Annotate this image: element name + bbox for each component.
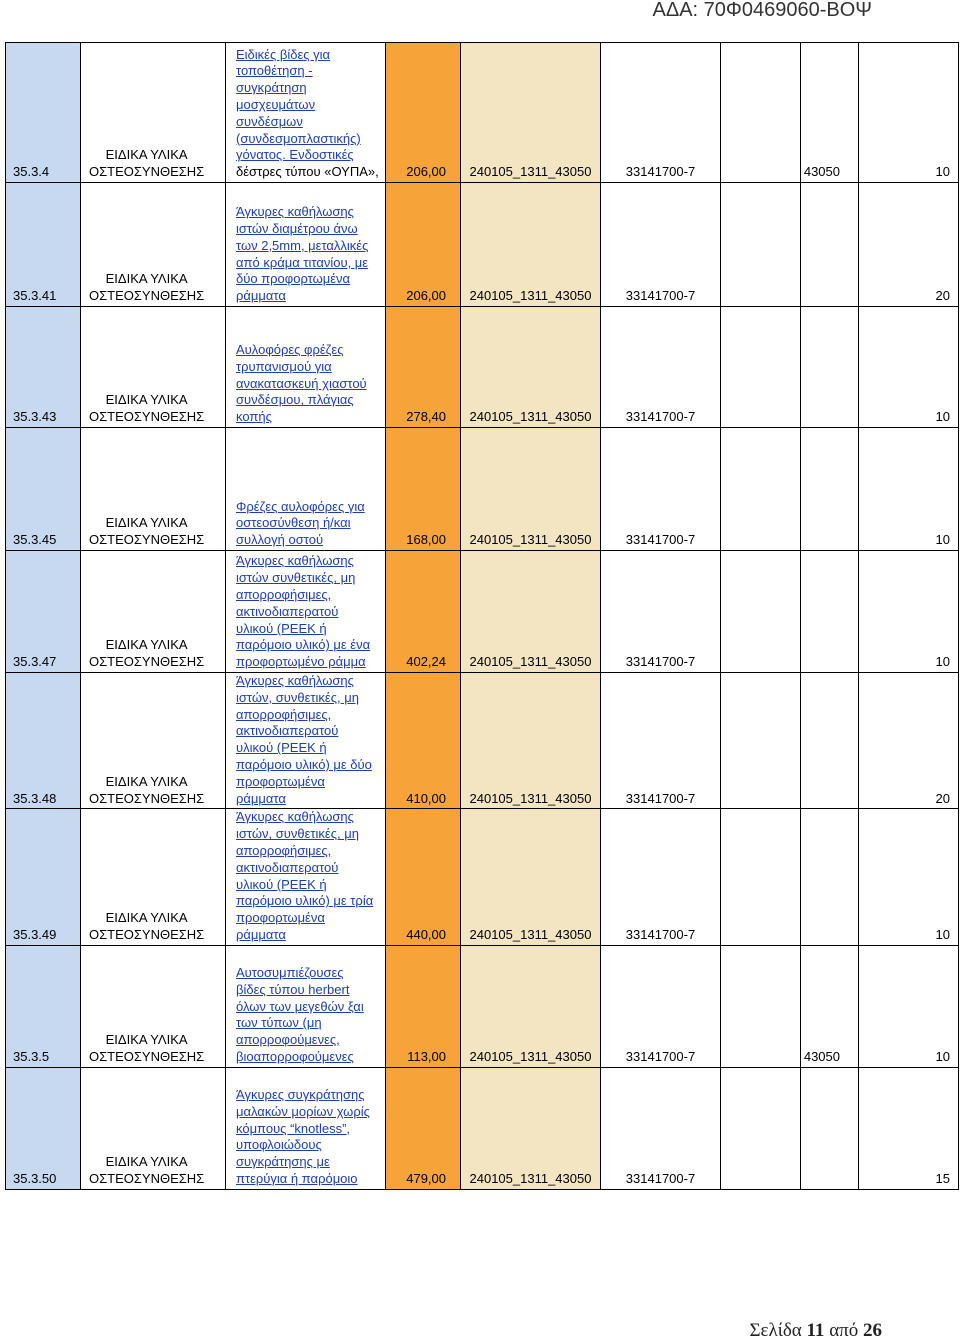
description-line: υλικού (PEEK ή (236, 740, 327, 756)
quantity-cell (859, 183, 959, 307)
description-line: μαλακών μορίων χωρίς (236, 1103, 370, 1119)
quantity-cell (859, 428, 959, 551)
budget-code-cell (461, 945, 601, 1067)
category-label (89, 774, 204, 808)
budget-code-cell (461, 673, 601, 809)
quantity: 15 (935, 1170, 950, 1186)
budget-code: 240105_1311_43050 (469, 409, 592, 425)
category-cell (81, 183, 226, 307)
budget-code: 240105_1311_43050 (469, 1170, 592, 1186)
unit-price: 113,00 (407, 1048, 446, 1064)
unit-price-cell (386, 183, 461, 307)
category-line: ΕΙΔΙΚΑ ΥΛΙΚΑ (105, 1154, 188, 1170)
item-code-cell (6, 183, 81, 307)
empty-cell (721, 551, 801, 673)
unit-price: 440,00 (406, 926, 446, 942)
category-label (89, 910, 204, 944)
item-code-cell (6, 673, 81, 809)
category-label (89, 271, 204, 305)
description-line: Φρέζες αυλοφόρες για (236, 498, 365, 514)
description-line: τοποθέτηση - (236, 63, 313, 79)
description-line: Ειδικές βίδες για (236, 46, 331, 62)
description-line: Αυτοσυμπιέζουσες (236, 964, 344, 980)
unit-price-cell (386, 809, 461, 945)
quantity: 10 (935, 532, 950, 548)
quantity: 10 (935, 409, 950, 425)
description-line: ράμματα (236, 926, 286, 942)
budget-code-cell (461, 551, 601, 673)
category-line: ΟΣΤΕΟΣΥΝΘΕΣΗΣ (89, 654, 205, 670)
description-line: κοπής (236, 409, 272, 425)
description-line: Άγκυρες καθήλωσης (236, 553, 354, 569)
unit-price: 206,00 (406, 288, 446, 304)
table-row (6, 307, 959, 428)
footer-separator: από (829, 1320, 859, 1341)
page-footer (749, 1320, 882, 1342)
unit-price-cell (386, 428, 461, 551)
description-line: απορροφήσιμες, (236, 587, 332, 603)
category-label (89, 392, 204, 426)
unit-price: 278,40 (406, 409, 446, 425)
reference-cell (801, 183, 859, 307)
category-label (89, 147, 204, 181)
reference-cell (801, 428, 859, 551)
empty-cell (721, 945, 801, 1067)
category-cell (81, 673, 226, 809)
category-line: ΕΙΔΙΚΑ ΥΛΙΚΑ (105, 147, 188, 163)
budget-code-cell (461, 1067, 601, 1189)
category-line: ΕΙΔΙΚΑ ΥΛΙΚΑ (105, 392, 188, 408)
cpv-code-cell (601, 809, 721, 945)
budget-code-cell (461, 43, 601, 183)
reference-cell (801, 945, 859, 1067)
cpv-code-cell (601, 183, 721, 307)
description-link[interactable] (236, 47, 385, 165)
description-link[interactable] (236, 809, 385, 943)
item-code-cell (6, 945, 81, 1067)
item-code: 35.3.45 (13, 532, 57, 548)
unit-price: 402,24 (406, 654, 446, 670)
description-line: συλλογή οστού (236, 532, 324, 548)
description-line: ακτινοδιαπερατού (236, 603, 339, 619)
quantity-cell (859, 673, 959, 809)
footer-prefix: Σελίδα (749, 1320, 802, 1341)
category-label (89, 1032, 204, 1066)
empty-cell (721, 307, 801, 428)
table-row (6, 673, 959, 809)
category-label (89, 515, 204, 549)
category-label (89, 637, 204, 671)
category-line: ΕΙΔΙΚΑ ΥΛΙΚΑ (105, 637, 188, 653)
category-line: ΟΣΤΕΟΣΥΝΘΕΣΗΣ (89, 1048, 205, 1064)
reference-cell (801, 673, 859, 809)
description-line: Άγκυρες καθήλωσης (236, 673, 354, 688)
quantity: 10 (935, 1048, 950, 1064)
item-code: 35.3.41 (13, 288, 57, 304)
description-cell (226, 1067, 386, 1189)
unit-price-cell (386, 945, 461, 1067)
table-row (6, 43, 959, 183)
description-line: από κράμα τιτανίου, με (236, 254, 369, 270)
description-line: γόνατος. Ενδοστικές (236, 147, 354, 163)
cpv-code: 33141700-7 (625, 409, 696, 425)
description-line: των 2,5mm, μεταλλικές (236, 237, 369, 253)
item-code: 35.3.5 (13, 1048, 50, 1064)
description-line: ράμματα (236, 790, 286, 806)
reference-cell (801, 43, 859, 183)
item-code: 35.3.4 (13, 164, 50, 180)
item-code: 35.3.47 (13, 654, 57, 670)
description-line: των τύπων (μη (236, 1015, 322, 1031)
description-line: ιστών διαμέτρου άνω (236, 221, 358, 237)
item-code-cell (6, 1067, 81, 1189)
unit-price-cell (386, 307, 461, 428)
quantity: 10 (935, 926, 950, 942)
cpv-code-cell (601, 307, 721, 428)
description-line: (συνδεσμοπλαστικής) (236, 130, 361, 146)
reference-number: 43050 (803, 1048, 840, 1064)
unit-price: 206,00 (406, 164, 446, 180)
table-row (6, 809, 959, 945)
description-line: υποφλοιώδους (236, 1137, 322, 1153)
description-line: απορροφήσιμες, (236, 706, 332, 722)
reference-number: 43050 (803, 164, 840, 180)
item-code: 35.3.50 (13, 1170, 57, 1186)
reference-cell (801, 1067, 859, 1189)
description-line: βιοαπορροφούμενες (236, 1048, 354, 1064)
description-link[interactable] (236, 499, 385, 549)
description-line: όλων των μεγεθών ξαι (236, 998, 364, 1014)
description-line: ιστών συνθετικές, μη (236, 570, 356, 586)
cpv-code: 33141700-7 (625, 1170, 696, 1186)
description-cell (226, 945, 386, 1067)
description-line: βίδες τύπου herbert (236, 981, 350, 997)
category-line: ΟΣΤΕΟΣΥΝΘΕΣΗΣ (89, 926, 205, 942)
category-line: ΟΣΤΕΟΣΥΝΘΕΣΗΣ (89, 790, 205, 806)
category-line: ΟΣΤΕΟΣΥΝΘΕΣΗΣ (89, 1170, 205, 1186)
description-line: προφορτωμένα (236, 910, 325, 926)
description-line: ανακατασκευή χιαστού (236, 375, 367, 391)
item-code-cell (6, 809, 81, 945)
cpv-code: 33141700-7 (625, 654, 696, 670)
footer-page-number: 11 (806, 1320, 825, 1341)
budget-code: 240105_1311_43050 (469, 532, 592, 548)
unit-price-cell (386, 551, 461, 673)
budget-code-cell (461, 183, 601, 307)
description-cell (226, 428, 386, 551)
description-line: προφορτωμένα (236, 773, 325, 789)
cpv-code: 33141700-7 (625, 1048, 696, 1064)
description-link[interactable] (236, 553, 385, 671)
category-cell (81, 1067, 226, 1189)
description-line: παρόμοιο υλικό) με τρία (236, 893, 374, 909)
empty-cell (721, 183, 801, 307)
item-code-cell (6, 428, 81, 551)
table-row (6, 1067, 959, 1189)
item-code: 35.3.49 (13, 926, 57, 942)
budget-code: 240105_1311_43050 (469, 926, 592, 942)
item-code-cell (6, 307, 81, 428)
unit-price: 479,00 (406, 1170, 446, 1186)
category-cell (81, 945, 226, 1067)
description-line: Άγκυρες καθήλωσης (236, 809, 354, 825)
cpv-code: 33141700-7 (625, 288, 696, 304)
description-link[interactable] (236, 1087, 385, 1188)
unit-price-cell (386, 673, 461, 809)
description-cell (226, 43, 386, 183)
table-row (6, 551, 959, 673)
cpv-code-cell (601, 551, 721, 673)
category-label (89, 1154, 204, 1188)
quantity: 10 (935, 164, 950, 180)
description-line: πτερύγια ή παρόμοιο (236, 1170, 358, 1186)
budget-code-cell (461, 809, 601, 945)
quantity: 20 (935, 790, 950, 806)
description-line: οστεοσύνθεση ή/και (236, 515, 351, 531)
category-line: ΕΙΔΙΚΑ ΥΛΙΚΑ (105, 773, 188, 789)
quantity: 20 (935, 288, 950, 304)
description-link[interactable] (236, 342, 385, 426)
empty-cell (721, 673, 801, 809)
reference-cell (801, 809, 859, 945)
description-line: Αυλοφόρες φρέζες (236, 342, 344, 358)
empty-cell (721, 428, 801, 551)
description-line: παρόμοιο υλικό) με ένα (236, 637, 371, 653)
description-cell (226, 551, 386, 673)
reference-cell (801, 551, 859, 673)
unit-price: 168,00 (406, 532, 446, 548)
ada-header: ΑΔΑ: 70Φ0469060-ΒΟΨ (652, 0, 872, 21)
description-line: συνδέσμων (236, 113, 303, 129)
table-row (6, 183, 959, 307)
category-line: ΕΙΔΙΚΑ ΥΛΙΚΑ (105, 910, 188, 926)
cpv-code: 33141700-7 (625, 790, 696, 806)
description-cell (226, 183, 386, 307)
items-table (5, 42, 959, 1190)
description-line: προφορτωμένο ράμμα (236, 654, 366, 670)
quantity-cell (859, 809, 959, 945)
description-line: υλικού (PEEK ή (236, 876, 327, 892)
budget-code: 240105_1311_43050 (469, 790, 592, 806)
category-cell (81, 551, 226, 673)
budget-code: 240105_1311_43050 (469, 164, 592, 180)
budget-code-cell (461, 428, 601, 551)
description-line: μοσχευμάτων (236, 97, 316, 113)
description-line: τρυπανισμού για (236, 358, 332, 374)
cpv-code-cell (601, 1067, 721, 1189)
cpv-code-cell (601, 673, 721, 809)
description-line: συνδέσμου, πλάγιας (236, 392, 354, 408)
unit-price-cell (386, 1067, 461, 1189)
description-line: δύο προφορτωμένα (236, 271, 351, 287)
description-link[interactable] (236, 673, 385, 807)
table-row (6, 428, 959, 551)
quantity-cell (859, 1067, 959, 1189)
item-code: 35.3.48 (13, 790, 57, 806)
budget-code: 240105_1311_43050 (469, 654, 592, 670)
cpv-code-cell (601, 43, 721, 183)
description-cell (226, 809, 386, 945)
table-row (6, 945, 959, 1067)
budget-code: 240105_1311_43050 (469, 288, 592, 304)
description-line: απορροφούμενες, (236, 1032, 340, 1048)
description-line: ακτινοδιαπερατού (236, 859, 339, 875)
items-table-body (6, 43, 959, 1190)
description-line: παρόμοιο υλικό) με δύο (236, 756, 372, 772)
description-line: απορροφήσιμες, (236, 842, 332, 858)
category-line: ΕΙΔΙΚΑ ΥΛΙΚΑ (105, 1032, 188, 1048)
category-line: ΕΙΔΙΚΑ ΥΛΙΚΑ (105, 271, 188, 287)
category-cell (81, 43, 226, 183)
description-note: δέστρες τύπου «ΟΥΠΑ», (236, 164, 379, 180)
unit-price-cell (386, 43, 461, 183)
empty-cell (721, 809, 801, 945)
description-line: υλικού (PEEK ή (236, 620, 327, 636)
budget-code-cell (461, 307, 601, 428)
item-code: 35.3.43 (13, 409, 57, 425)
description-link[interactable] (236, 204, 385, 305)
category-cell (81, 809, 226, 945)
quantity-cell (859, 43, 959, 183)
category-line: ΟΣΤΕΟΣΥΝΘΕΣΗΣ (89, 409, 205, 425)
cpv-code: 33141700-7 (625, 164, 696, 180)
category-cell (81, 307, 226, 428)
description-line: ιστών, συνθετικές, μη (236, 826, 359, 842)
unit-price: 410,00 (406, 790, 446, 806)
category-line: ΕΙΔΙΚΑ ΥΛΙΚΑ (105, 515, 188, 531)
reference-cell (801, 307, 859, 428)
description-cell (226, 307, 386, 428)
category-line: ΟΣΤΕΟΣΥΝΘΕΣΗΣ (89, 164, 205, 180)
cpv-code-cell (601, 428, 721, 551)
description-line: Άγκυρες καθήλωσης (236, 204, 354, 220)
description-line: συγκράτησης με (236, 1154, 330, 1170)
quantity: 10 (935, 654, 950, 670)
description-link[interactable] (236, 965, 385, 1066)
footer-page-total: 26 (863, 1320, 882, 1341)
cpv-code: 33141700-7 (625, 532, 696, 548)
description-line: συγκράτηση (236, 80, 307, 96)
description-line: ακτινοδιαπερατού (236, 723, 339, 739)
cpv-code: 33141700-7 (625, 926, 696, 942)
item-code-cell (6, 43, 81, 183)
item-code-cell (6, 551, 81, 673)
quantity-cell (859, 551, 959, 673)
empty-cell (721, 1067, 801, 1189)
description-line: κόμπους “knotless”, (236, 1120, 351, 1136)
category-cell (81, 428, 226, 551)
category-line: ΟΣΤΕΟΣΥΝΘΕΣΗΣ (89, 532, 205, 548)
category-line: ΟΣΤΕΟΣΥΝΘΕΣΗΣ (89, 288, 205, 304)
description-line: ράμματα (236, 288, 286, 304)
description-line: ιστών, συνθετικές, μη (236, 689, 359, 705)
description-cell (226, 673, 386, 809)
empty-cell (721, 43, 801, 183)
budget-code: 240105_1311_43050 (469, 1048, 592, 1064)
description-line: Άγκυρες συγκράτησης (236, 1086, 365, 1102)
quantity-cell (859, 945, 959, 1067)
quantity-cell (859, 307, 959, 428)
cpv-code-cell (601, 945, 721, 1067)
